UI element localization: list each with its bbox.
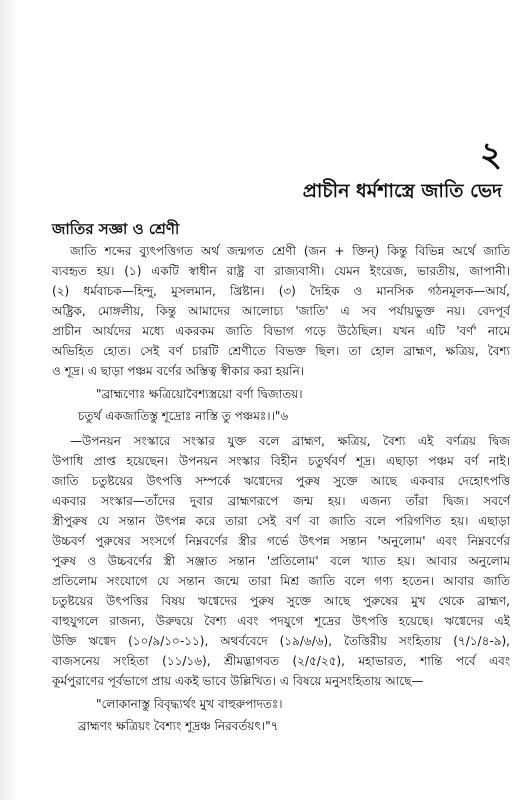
text-line: (২) ধর্মবাচক—হিন্দু, মুসলমান, খ্রিষ্টান। (৩) দৈহিক ও মানসিক গঠনমূলক—আর্য, xyxy=(52,284,510,298)
chapter-number: ২ xyxy=(479,135,502,175)
text-line: জাতি শব্দের ব্যুৎপত্তিগত অর্থ জন্মগত শ্রেণী (জন + ক্তিন্) কিন্তু বিভিন্ন অর্থে জাতি xyxy=(70,244,510,258)
text-line: স্ত্রীপুরুষ যে সন্তান উৎপন্ন করে তারা সেই বর্ণ বা জাতি বলে পরিগণিত হয়। এছাড়া xyxy=(52,514,510,528)
text-line: —উপনয়ন সংস্কারে সংস্কার যুক্ত বলে ব্রাহ্মণ, ক্ষত্রিয়, বৈশ্য এই বর্ণত্রয় দ্বিজ xyxy=(70,434,510,448)
chapter-title: প্রাচীন ধর্মশাস্ত্রে জাতি ভেদ xyxy=(302,180,502,202)
text-line: চতুষ্টয়ের উৎপত্তির বিষয় ঋগ্বেদের পুরুষ সুক্তে আছে পুরুষের মুখ থেকে ব্রাহ্মণ, xyxy=(52,594,510,608)
text-line: প্রাচীন আর্যদের মধ্যে একরকম জাতি বিভাগ গড়ে উঠেছিল। যখন এটি 'বর্ণ' নামে xyxy=(52,324,510,338)
text-line: উপাধি প্রাপ্ত হয়েছেন। উপনয়ন সংস্কার বিহীন চতুর্থবর্ণ শূদ্র। এছাড়া পঞ্চম বর্ণ নাই। xyxy=(52,454,510,468)
verse-quote-2 xyxy=(52,693,510,737)
verse-line: ব্রাহ্মণং ক্ষত্রিয়ং বৈশ্যং শূদ্রঞ্চ নিরবর্তয়ৎ।"৭ xyxy=(78,719,279,733)
verse-quote-1 xyxy=(52,383,510,427)
verse-line: চতুর্থ একজাতিস্তু শূদ্রোঃ নাস্তি তু পঞ্চমঃ।।"৬ xyxy=(78,409,289,423)
text-line: জাতি চতুষ্টয়ের উৎপত্তি সম্পর্কে ঋগ্বেদের পুরুষ সুক্তে আছে একবার দেহোৎপত্তি xyxy=(52,474,510,488)
paragraph-1 xyxy=(52,241,510,381)
text-line: ব্যবহৃত হয়। (১) একটি স্বাধীন রাষ্ট্র বা রাজ্যবাসী। যেমন ইংরেজ, ভারতীয়, জাপানী। xyxy=(52,264,510,278)
text-line: ও শূদ্র। এ ছাড়া পঞ্চম বর্ণের অস্তিত্ব স্বীকার করা হয়নি। xyxy=(52,364,305,378)
text-line: বাহুযুগলে রাজন্য, উরুদ্বয়ে বৈশ্য এবং পদযুগে শূদ্রের উৎপত্তি হয়েছে। ঋগ্বেদের এই xyxy=(52,614,510,628)
text-line: উক্তি ঋগ্বেদ (১০/৯/১০-১১), অথর্ববেদে (১৯/৬/৬), তৈত্তিরীয় সংহিতায় (৭/১/৪-৯), xyxy=(52,634,510,648)
body-text xyxy=(52,241,510,737)
text-line: পুরুষ ও উচ্চবর্ণের স্ত্রী সঞ্জাত সন্তান 'প্রতিলোম' বলে খ্যাত হয়। আবার অনুলোম xyxy=(52,554,510,568)
paragraph-2 xyxy=(52,431,510,691)
text-line: কূর্মপুরাণের পূর্বভাগে প্রায় একই ভাবে উল্লিখিত। এ বিষয়ে মনুসংহিতায় আছে— xyxy=(52,674,424,688)
text-line: একবার সংস্কার—তাঁদের দুবার ব্রাহ্মণরূপে জন্ম হয়। এজন্য তাঁরা দ্বিজ। সবর্ণে xyxy=(52,494,510,508)
section-heading: জাতির সজ্ঞা ও শ্রেণী xyxy=(52,220,180,238)
text-line: অষ্ট্রিক, মোঙ্গলীয়, কিন্তু আমাদের আলোচ্য 'জাতি' এ সব পর্যায়ভুক্ত নয়। বেদপূর্ব xyxy=(52,304,510,318)
verse-line: "ব্রাহ্মণোঃ ক্ষত্রিয়োবৈশ্যস্ত্রয়ো বর্ণা দ্বিজাতয়। xyxy=(96,387,303,401)
text-line: অভিহিত হোত। সেই বর্ণ চারটি শ্রেণীতে বিভক্ত ছিল। তা হোল ব্রাহ্মণ, ক্ষত্রিয়, বৈশ্য xyxy=(52,344,510,358)
verse-line: "লোকানাস্তু বিবৃদ্ধ্যর্থং মুখ বাহুরুপাদতঃ। xyxy=(96,697,283,711)
text-line: উচ্চবর্ণ পুরুষের সংসর্গে নিম্নবর্ণের স্ত্রীর গর্ভে উৎপন্ন সন্তান 'অনুলোম' এবং নিম্নবর্ণের xyxy=(52,534,510,548)
text-line: বাজসনেয় সংহিতা (১১/১৬), শ্রীমদ্ভাগবত (২/৫/২৫), মহাভারত, শান্তি পর্বে এবং xyxy=(52,654,510,668)
text-line: প্রতিলোম সংযোগে যে সন্তান জন্মে তারা মিশ্র জাতি বলে গণ্য হতেন। আবার জাতি xyxy=(52,574,510,588)
